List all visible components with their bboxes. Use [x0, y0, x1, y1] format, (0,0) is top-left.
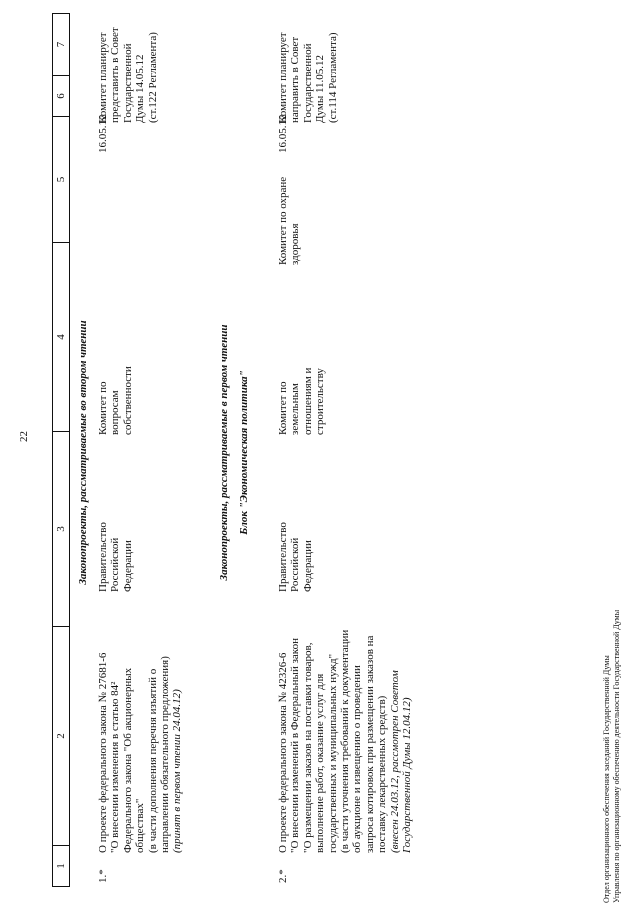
row-2-title	[277, 608, 413, 853]
action-line: направить в Совет	[289, 36, 302, 123]
row-1-date: 16.05.12	[97, 114, 109, 153]
committee-line: земельным	[289, 383, 302, 435]
row-1-action	[97, 3, 159, 123]
row-1-committee	[97, 366, 134, 435]
section-second-reading: Законопроекты, рассматриваемые во втором чтении	[77, 320, 89, 585]
column-number-7: 7	[53, 14, 70, 76]
column-number-6: 6	[53, 76, 70, 117]
author-line: Правительство	[97, 522, 109, 592]
row-1-title-line: О проекте федерального закона № 27681-6	[97, 652, 109, 853]
author-line: Российской	[109, 537, 122, 592]
action-line: Комитет планирует	[277, 32, 289, 123]
row-2-title-line: запроса котировок при размещении заказов на	[363, 635, 376, 853]
action-line: Думы 11.05.12	[314, 54, 327, 123]
row-2-title-line: об аукционе и извещению о проведении	[351, 665, 364, 853]
action-line: Государственной	[121, 43, 134, 123]
row-2-title-line: "О внесении изменений в Федеральный закон	[289, 638, 302, 853]
author-line: Федерации	[301, 540, 314, 592]
committee-line: Комитет по	[277, 381, 289, 435]
row-1-title-line: направлении обязательного предложения)	[159, 656, 172, 853]
committee-line: отношениям и	[301, 367, 314, 435]
column-number-5: 5	[53, 117, 70, 243]
row-1-title-line: обществах"	[134, 798, 147, 853]
column-number-1: 1	[53, 846, 70, 887]
column-number-4: 4	[53, 243, 70, 432]
author-line: Федерации	[121, 540, 134, 592]
row-1-note: (принят в первом чтении 24.04.12)	[171, 689, 184, 853]
committee-line: собственности	[121, 366, 134, 435]
row-1-author	[97, 522, 134, 592]
row-1-title	[97, 628, 184, 853]
column-header-row	[52, 13, 70, 887]
col5-line: Комитет по охране	[277, 176, 289, 265]
footer-line: Отдел организационного обеспечения заседаний Государственной Думы	[602, 655, 611, 903]
action-line: Комитет планирует	[97, 32, 109, 123]
row-2-col5	[277, 177, 302, 265]
action-line: Государственной	[301, 43, 314, 123]
column-number-3: 3	[53, 432, 70, 627]
row-2-date: 16.05.12	[277, 114, 289, 153]
row-2-action	[277, 3, 339, 123]
section-first-reading: Законопроекты, рассматриваемые в первом чтении	[218, 324, 230, 581]
action-line: (ст.114 Регламента)	[326, 32, 339, 123]
row-2-note: (внесен 24.03.12, рассмотрен Советом	[388, 670, 401, 853]
row-2-title-line: "О размещении заказов на поставки товаров,	[301, 642, 314, 853]
committee-line: Комитет по	[97, 381, 109, 435]
col5-line: здоровья	[289, 223, 302, 265]
row-2-title-line: поставку лекарственных средств)	[376, 695, 389, 853]
block-title: Блок "Экономическая политика"	[238, 370, 250, 535]
committee-line: вопросам	[109, 390, 122, 435]
row-2-title-line: О проекте федерального закона № 42326-6	[277, 652, 289, 853]
row-1-number: 1.*	[97, 869, 109, 883]
committee-line: строительству	[314, 368, 327, 435]
row-2-title-line: (в части уточнения требований к документации	[339, 629, 352, 853]
author-line: Российской	[289, 537, 302, 592]
row-2-title-line: государственных и муниципальных нужд"	[326, 653, 339, 853]
row-2-note: Государственной Думы 12.04.12)	[401, 697, 414, 853]
footer-line: Управления по организационному обеспечению деятельности Государственной Думы	[612, 609, 621, 903]
page-number: 22	[18, 431, 30, 442]
row-1-title-line: "О внесении изменения в статью 84²	[109, 681, 122, 853]
action-line: Думы 14.05.12	[134, 54, 147, 123]
row-2-number: 2.*	[277, 869, 289, 883]
row-2-committee	[277, 368, 327, 435]
row-1-title-line: Федерального закона "Об акционерных	[121, 667, 134, 853]
action-line: (ст.122 Регламента)	[146, 32, 159, 123]
row-2-author	[277, 522, 314, 592]
row-1-title-line: (в части дополнения перечня изъятий о	[146, 668, 159, 853]
action-line: представить в Совет	[109, 27, 122, 123]
author-line: Правительство	[277, 522, 289, 592]
row-2-title-line: выполнение работ, оказание услуг для	[314, 673, 327, 853]
footer	[602, 610, 622, 903]
column-number-2: 2	[53, 627, 70, 846]
